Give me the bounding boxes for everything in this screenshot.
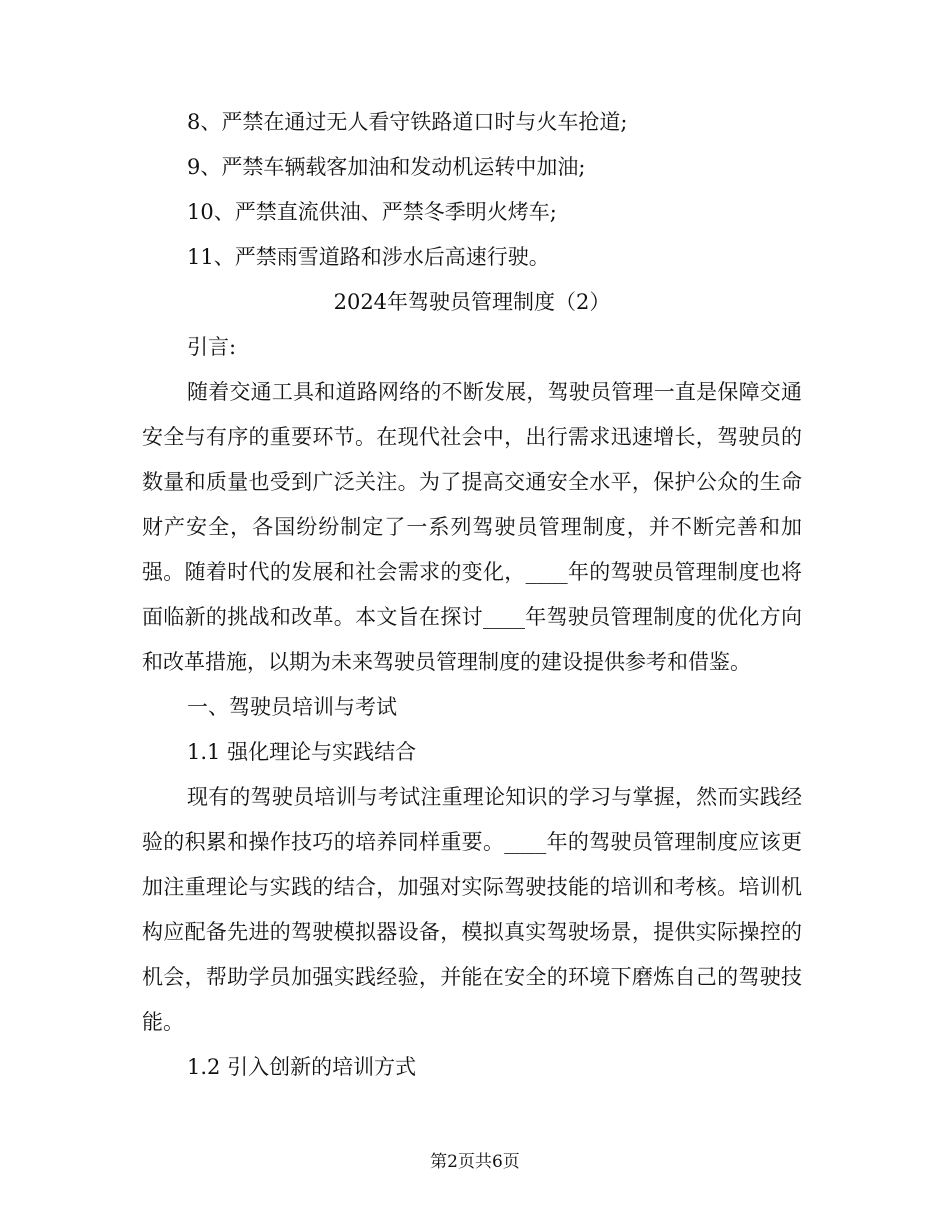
intro-paragraph: 随着交通工具和道路网络的不断发展，驾驶员管理一直是保障交通安全与有序的重要环节。在现代社会中，出行需求迅速增长，驾驶员的数量和质量也受到广泛关注。为了提高交通安全水平，保护公众的生命财产安全，各国纷纷制定了一系列驾驶员管理制度，并不断完善和加强。随着时代的发展和社会需求的变化，____年的驾驶员管理制度也将面临新的挑战和改革。本文旨在探讨____年驾驶员管理制度的优化方向和改革措施，以期为未来驾驶员管理制度的建设提供参考和借鉴。 xyxy=(142,380,802,674)
page-footer: 第2页共6页 xyxy=(430,1152,520,1172)
intro-label: 引言: xyxy=(187,335,237,359)
rule-item-8: 8、严禁在通过无人看守铁路道口时与火车抢道; xyxy=(187,110,628,134)
section-title: 2024年驾驶员管理制度（2） xyxy=(333,290,611,314)
paragraph-1-1: 现有的驾驶员培训与考试注重理论知识的学习与掌握，然而实践经验的积累和操作技巧的培养同样重要。____年的驾驶员管理制度应该更加注重理论与实践的结合，加强对实际驾驶技能的培训和考核。培训机构应配备先进的驾驶模拟器设备，模拟真实驾驶场景，提供实际操控的机会，帮助学员加强实践经验，并能在安全的环境下磨炼自己的驾驶技能。 xyxy=(142,785,802,1034)
page-content xyxy=(142,100,802,1090)
rule-item-10: 10、严禁直流供油、严禁冬季明火烤车; xyxy=(187,200,557,224)
rule-item-9: 9、严禁车辆载客加油和发动机运转中加油; xyxy=(187,155,586,179)
heading-1-2: 1.2 引入创新的培训方式 xyxy=(187,1055,417,1079)
heading-training-exam: 一、驾驶员培训与考试 xyxy=(187,695,397,719)
heading-1-1: 1.1 强化理论与实践结合 xyxy=(187,740,417,764)
rule-item-11: 11、严禁雨雪道路和涉水后高速行驶。 xyxy=(187,245,550,269)
